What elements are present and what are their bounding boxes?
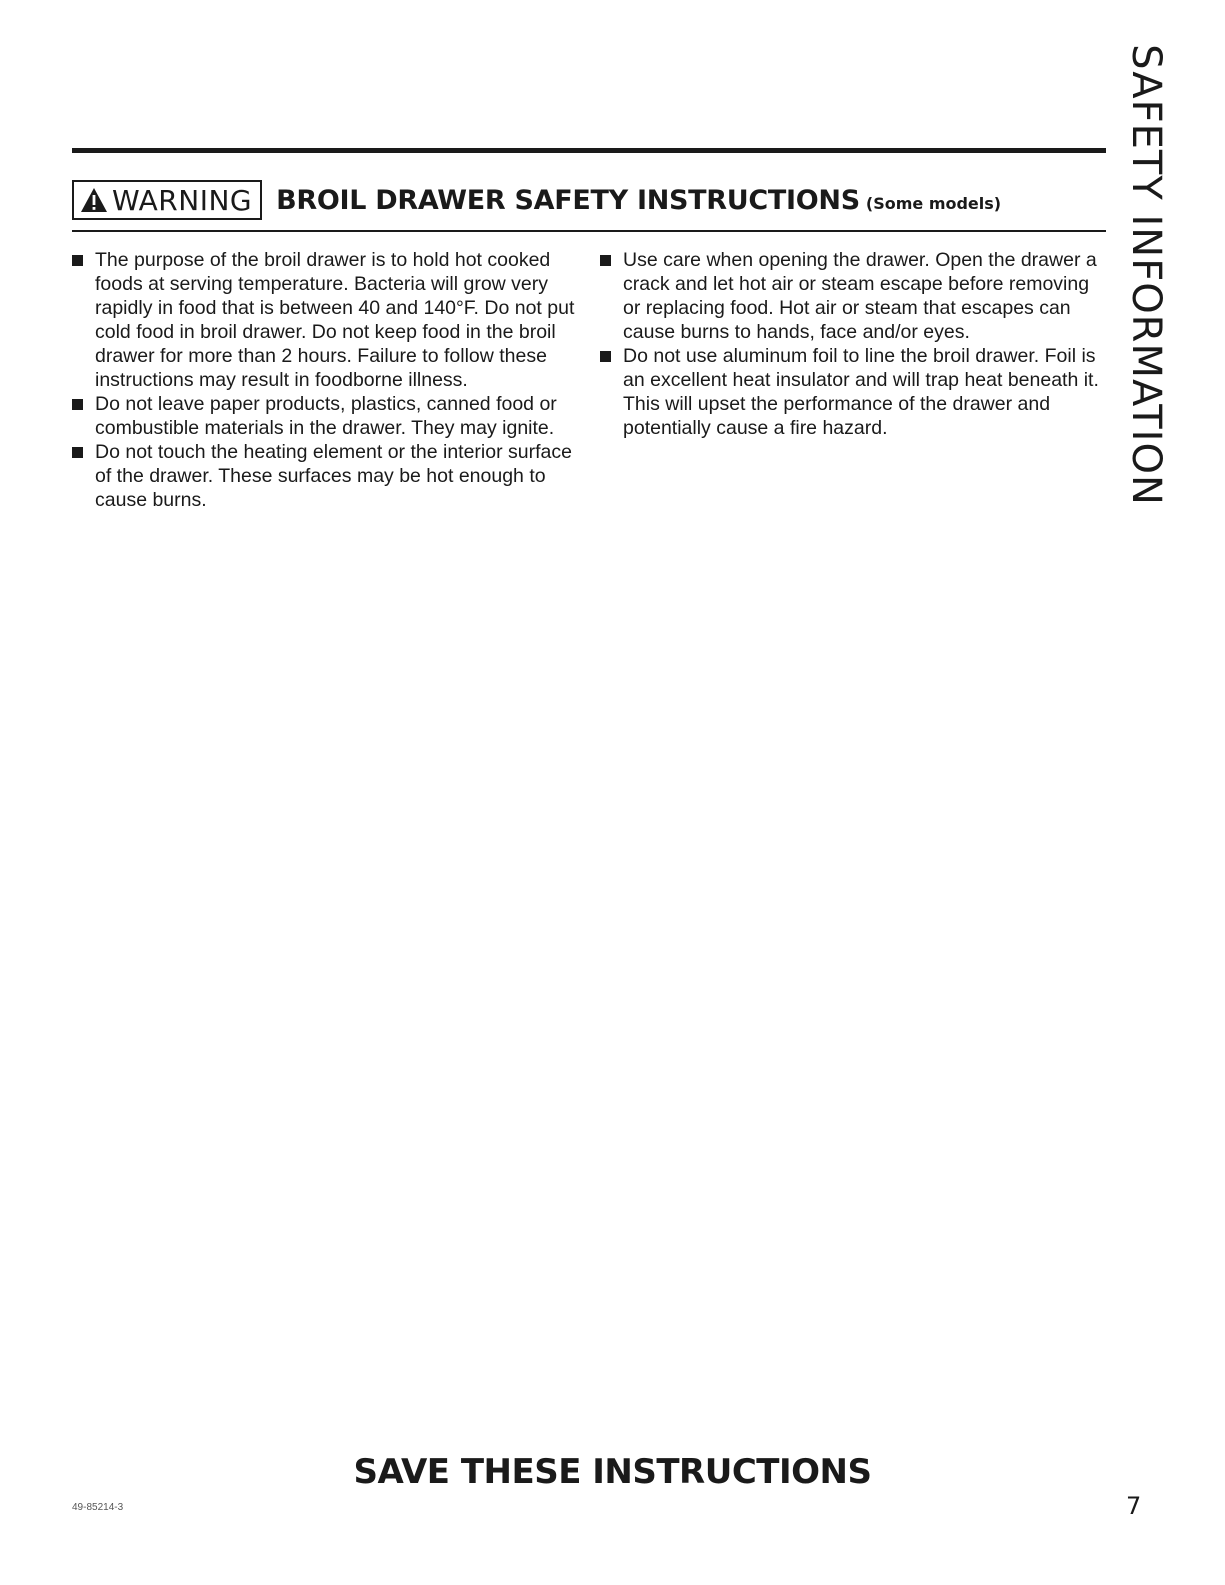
footer-title: SAVE THESE INSTRUCTIONS (353, 1452, 872, 1492)
list-item (600, 248, 1110, 344)
square-bullet-icon (72, 255, 83, 266)
warning-label: WARNING (112, 183, 253, 217)
section-title: BROIL DRAWER SAFETY INSTRUCTIONS (276, 184, 860, 216)
warning-box (72, 180, 262, 220)
list-item-text: Do not use aluminum foil to line the broil drawer. Foil is an excellent heat insulator and will trap heat beneath it. This will upset the performance of the drawer and potentially cause a fire hazard. (623, 345, 1099, 439)
square-bullet-icon (72, 399, 83, 410)
square-bullet-icon (600, 351, 611, 362)
doc-number: 49-85214-3 (72, 1502, 124, 1513)
list-item-text: Do not leave paper products, plastics, canned food or combustible materials in the drawer. They may ignite. (95, 393, 557, 439)
list-item (72, 392, 578, 440)
side-tab-label: SAFETY INFORMATION (1123, 44, 1169, 506)
list-item (600, 344, 1110, 440)
square-bullet-icon (72, 447, 83, 458)
list-item-text: Use care when opening the drawer. Open the drawer a crack and let hot air or steam escape before removing or replacing food. Hot air or steam that escapes can cause burns to hands, face and/or eyes. (623, 249, 1097, 343)
header-bottom-rule (72, 230, 1106, 232)
square-bullet-icon (600, 255, 611, 266)
warning-triangle-icon (80, 187, 108, 213)
list-item-text: The purpose of the broil drawer is to hold hot cooked foods at serving temperature. Bacteria will grow very rapidly in food that is between 40 and 140°F. Do not put cold food in broil drawer. Do not keep food in the broil drawer for more than 2 hours. Failure to follow these instructions may result in foodborne illness. (95, 249, 575, 391)
left-column (72, 248, 578, 512)
page-number: 7 (1126, 1492, 1142, 1520)
top-rule (72, 148, 1106, 153)
right-column (600, 248, 1110, 440)
list-item-text: Do not touch the heating element or the interior surface of the drawer. These surfaces may be hot enough to cause burns. (95, 441, 572, 511)
section-subtitle: (Some models) (865, 193, 1002, 213)
section-header (72, 176, 1001, 224)
list-item (72, 248, 578, 392)
list-item (72, 440, 578, 512)
side-tab (1118, 44, 1174, 506)
